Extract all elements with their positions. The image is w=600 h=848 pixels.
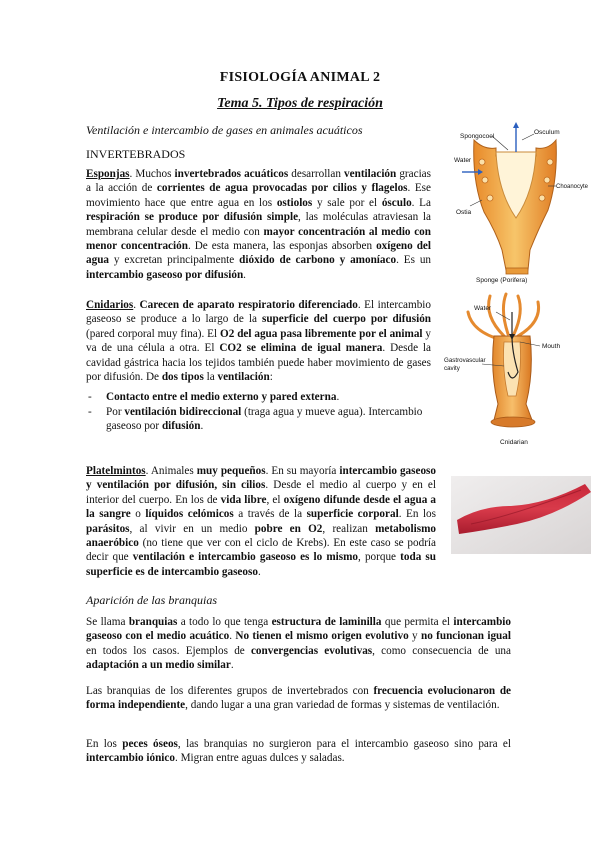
section-branquias: Aparición de las branquias: [86, 593, 217, 607]
cnidarian-label-water: Water: [474, 305, 492, 312]
cnidarian-caption: Cnidarian: [500, 439, 528, 446]
sponge-label-choanocyte: Choanocyte: [556, 184, 589, 190]
cnidarian-label-cavity-1: Gastrovascular: [444, 357, 486, 364]
paragraph-platelmintos: Platelmintos. Animales muy pequeños. En su mayoría intercambio gaseoso y ventilación por difusión, sin cilios. Desde el medio al cuerpo y en el interior del cuerpo. En los de vida libre, el oxígeno difunde desde el agua a la sangre o líquidos celómicos a través de la superficie corporal. En los parásitos, al vivir en un medio pobre en O2, realizan metabolismo anaeróbico (no tiene que ver con el ciclo de Krebs). En este caso se podría decir que ventilación e intercambio gaseoso es lo mismo, porque toda su superficie es de intercambio gaseoso.: [86, 465, 437, 578]
flatworm-photo: [451, 476, 591, 554]
page-title: FISIOLOGÍA ANIMAL 2: [219, 70, 381, 85]
label-cnidarios: Cnidarios: [86, 299, 134, 311]
sponge-label-water: Water: [454, 157, 472, 164]
sponge-label-ostia: Ostia: [456, 209, 472, 216]
paragraph-cnidarios: Cnidarios. Carecen de aparato respiratorio diferenciado. El intercambio gaseoso se produce a lo largo de la superficie del cuerpo por difusión (pared corporal muy fina). El O2 del agua pasa libremente por el animal y va de una célula a otra. El CO2 se elimina de igual manera. Desde la cavidad gástrica hacia los tejidos también puede haber movimiento de gases por difusión. De dos tipos la ventilación: - Contacto entre el medio externo y pared externa. - Por ventilación bidireccional (traga agua y mueve agua). Intercambio gaseoso por difusión.: [86, 298, 431, 434]
paragraph-branquias-3: En los peces óseos, las branquias no surgieron para el intercambio gaseoso sino para el intercambio iónico. Migran entre aguas dulces y saladas.: [86, 738, 512, 765]
list-item: - Por ventilación bidireccional (traga agua y mueve agua). Intercambio gaseoso por difusión.: [86, 405, 431, 434]
sponge-diagram: [452, 122, 592, 284]
section-ventilacion: Ventilación e intercambio de gases en animales acuáticos: [86, 123, 363, 137]
cnidarian-label-mouth: Mouth: [542, 343, 561, 350]
page-subtitle: Tema 5. Tipos de respiración: [217, 96, 383, 111]
paragraph-branquias-2: Las branquias de los diferentes grupos de invertebrados con frecuencia evolucionaron de forma independiente, dando lugar a una gran variedad de formas y sistemas de ventilación.: [86, 685, 512, 712]
label-esponjas: Esponjas: [86, 168, 130, 180]
cnidarian-label-cavity-2: cavity: [444, 365, 460, 372]
cnidarios-list: [86, 390, 431, 433]
paragraph-esponjas: Esponjas. Muchos invertebrados acuáticos desarrollan ventilación gracias a la acción de corrientes de agua provocadas por cilios y flagelos. Ese movimiento hace que entre agua en los ostiolos y sale por el ósculo. La respiración se produce por difusión simple, las moléculas atraviesan la membrana celular desde el medio con mayor concentración al medio con menor concentración. De esta manera, las esponjas absorben oxígeno del agua y excretan principalmente dióxido de carbono y amoníaco. Es un intercambio gaseoso por difusión.: [86, 168, 432, 281]
list-item: - Contacto entre el medio externo y pared externa.: [86, 390, 431, 404]
sponge-label-osculum: Osculum: [534, 129, 560, 136]
sponge-label-spongocoel: Spongocoel: [460, 133, 495, 140]
cnidarian-diagram: [442, 292, 592, 450]
paragraph-branquias-1: Se llama branquias a todo lo que tenga estructura de laminilla que permita el intercambio gaseoso con el medio acuático. No tienen el mismo origen evolutivo y no funcionan igual en todos los casos. Ejemplos de convergencias evolutivas, como consecuencia de una adaptación a un medio similar.: [86, 616, 512, 672]
sponge-caption: Sponge (Porifera): [476, 277, 528, 284]
heading-invertebrados: INVERTEBRADOS: [86, 147, 186, 161]
label-platelmintos: Platelmintos: [86, 465, 146, 477]
